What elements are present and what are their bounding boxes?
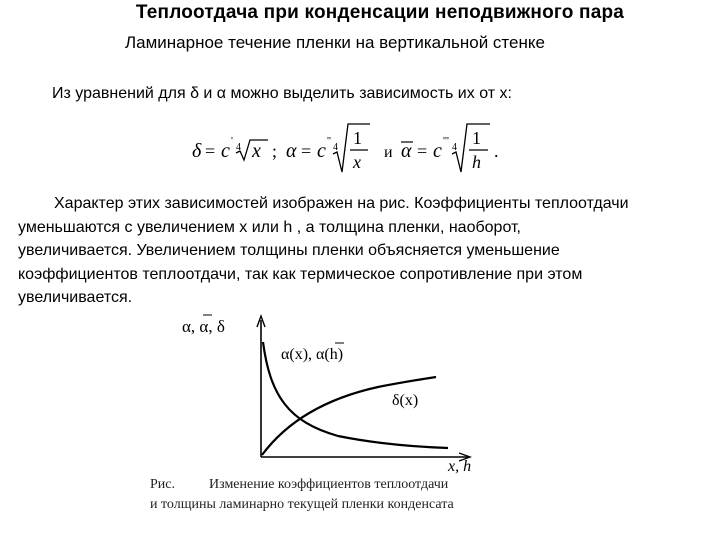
formula-x: x: [252, 140, 261, 162]
formula-prime-3: ''': [443, 135, 449, 147]
formula-radical-2: [333, 124, 370, 172]
formula-eq-3: =: [417, 141, 428, 161]
formula-root-index-1: 4: [236, 142, 241, 153]
caption-prefix: Рис.: [150, 477, 175, 492]
alpha-curve-label: α(x), α(h): [281, 346, 344, 363]
formula-delta: δ: [192, 140, 202, 162]
formula-and: и: [384, 144, 393, 161]
formula-block: [190, 120, 510, 178]
formula-eq-1: =: [205, 141, 216, 161]
formula-alpha-bar: α: [401, 140, 412, 162]
formula-denominator-h: h: [472, 152, 481, 172]
figure-caption: [150, 475, 550, 515]
formula-root-index-3: 4: [452, 142, 457, 153]
formula-root-index-2: 4: [333, 142, 338, 153]
paragraph-line: коэффициентов теплоотдачи, так как термическое сопротивление при этом: [18, 265, 583, 283]
slide-title: Теплоотдача при конденсации неподвижного пара: [135, 2, 625, 23]
formula-eq-2: =: [301, 141, 312, 161]
delta-curve-label: δ(x): [392, 392, 419, 409]
caption-line-2: и толщины ламинарно текущей пленки конденсата: [150, 497, 454, 512]
paragraph-line: Характер этих зависимостей изображен на рис. Коэффициенты теплоотдачи: [54, 195, 629, 212]
delta-curve: [262, 377, 436, 455]
formula-denominator-x: x: [353, 152, 361, 172]
paragraph-line: увеличивается. Увеличением толщины пленки объясняется уменьшение: [18, 242, 560, 259]
formula-period: .: [494, 141, 499, 161]
intro-text: Из уравнений для δ и α можно выделить зависимость их от x:: [52, 85, 512, 102]
explanation-paragraph: [18, 192, 708, 310]
formula-prime-2: '': [327, 135, 331, 147]
formula-alpha: α: [286, 140, 297, 162]
caption-text-1: Изменение коэффициентов теплоотдачи: [209, 477, 449, 492]
paragraph-line: уменьшаются с увеличением x или h , а толщина пленки, наоборот,: [18, 218, 521, 236]
formula-one-1: 1: [353, 128, 362, 148]
paragraph-line: увеличивается.: [18, 289, 133, 306]
slide-subtitle: Ламинарное течение пленки на вертикальной стенке: [125, 33, 545, 52]
formula-svg: [190, 120, 510, 178]
formula-prime-1: ': [231, 135, 233, 147]
formula-c-2: c: [317, 140, 326, 162]
formula-c-1: c: [221, 140, 230, 162]
x-axis-label: x, h: [448, 458, 472, 475]
caption-line-1: [150, 475, 550, 495]
formula-c-3: c: [433, 140, 442, 162]
figure-svg: [178, 310, 538, 475]
y-axis-label: α, α, δ: [182, 317, 225, 336]
formula-semicolon: ;: [272, 141, 278, 161]
formula-one-2: 1: [472, 128, 481, 148]
formula-radical-3: [452, 124, 490, 172]
